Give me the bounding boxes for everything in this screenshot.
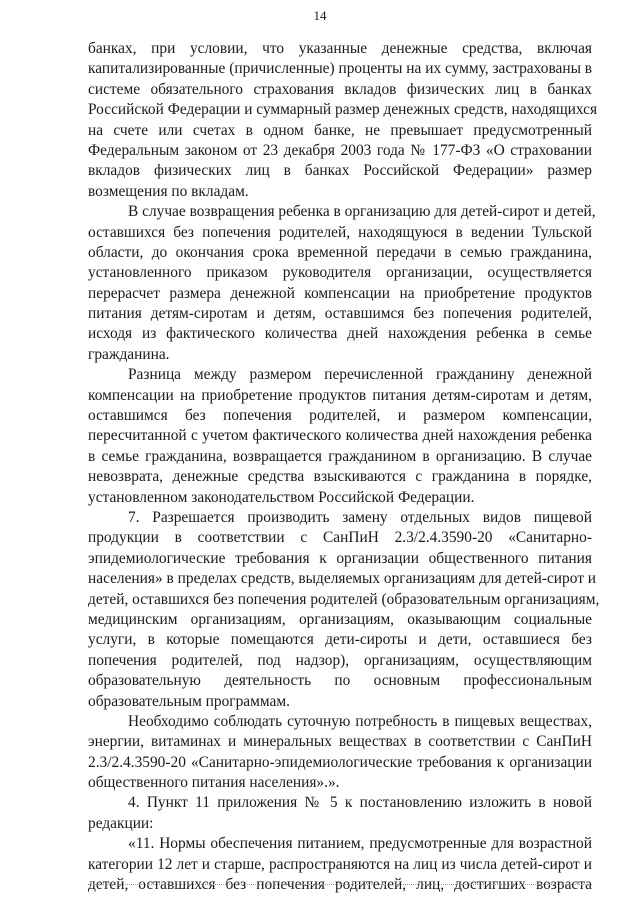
paragraph-start-line: 7. Разрешается производить замену отдельных видов пищевой [128,508,592,526]
page-number: 14 [313,8,327,23]
text-line: в семье гражданина, возвращается гражданином в организацию. В случае [88,447,592,465]
text-line: попечения родителей, под надзор), организациям, осуществляющим [88,651,592,669]
text-line: общественного питания населения».». [88,774,340,792]
text-line: энергии, витаминах и минеральных веществах в соответствии с СанПиН [88,733,592,751]
text-line: категории 12 лет и старше, распространяются на лиц из числа детей-сирот и [88,855,592,873]
text-line: капитализированные (причисленные) проценты на их сумму, застрахованы в [88,60,593,78]
text-line: возмещения по вкладам. [88,182,249,200]
paragraph-start-line: 4. Пункт 11 приложения № 5 к постановлению изложить в новой [128,794,592,812]
text-line: населения» в пределах средств, выделяемых организациям для детей-сирот и [88,570,597,588]
text-line: установленном законодательством Российской Федерации. [88,488,475,506]
document-body [88,39,600,895]
paragraph-start-line: Разница между размером перечисленной гражданину денежной [128,366,592,384]
text-line: редакции: [88,814,154,832]
text-line: образовательную деятельность по основным профессиональным [88,672,592,690]
text-line: системе обязательного страхования вкладов физических лиц в банках [88,80,592,98]
text-line: Федеральным законом от 23 декабря 2003 года № 177-ФЗ «О страховании [88,141,592,159]
text-line: компенсации на приобретение продуктов питания детям-сиротам и детям, [88,386,592,404]
text-line: 2.3/2.4.3590-20 «Санитарно-эпидемиологические требования к организации [88,753,592,771]
text-line: эпидемиологические требования к организации общественного питания [88,549,592,567]
text-line: перерасчет размера денежной компенсации на приобретение продуктов [88,284,592,302]
text-line: питания детям-сиротам и детям, оставшимся без попечения родителей, [88,305,592,323]
text-line: продукции в соответствии с СанПиН 2.3/2.4.3590-20 «Санитарно- [88,529,592,547]
paragraph-start-line: В случае возвращения ребенка в организацию для детей-сирот и детей, [128,203,596,221]
text-line: гражданина. [88,345,170,363]
text-line: детей, оставшихся без попечения родителей (образовательным организациям, [88,590,600,608]
text-line: области, до окончания срока временной передачи в семью гражданина, [88,243,592,261]
text-line: оставшимся без попечения родителей, и размером компенсации, [88,407,592,425]
text-line: детей, оставшихся без попечения родителей, лиц, достигших возраста [88,876,592,894]
scan-artifact-divider [88,884,592,886]
text-line: невозврата, денежные средства взыскиваются с гражданина в порядке, [88,468,592,486]
text-line: исходя из фактического количества дней нахождения ребенка в семье [88,325,592,343]
text-line: банках, при условии, что указанные денежные средства, включая [88,40,592,57]
text-line: вкладов физических лиц в банках Российской Федерации» размер [88,162,592,180]
text-line: образовательным программам. [88,692,290,710]
paragraph-start-line: «11. Нормы обеспечения питанием, предусмотренные для возрастной [128,835,592,853]
text-line: на счете или счетах в одном банке, не превышает предусмотренный [88,121,592,139]
paragraph-start-line: Необходимо соблюдать суточную потребность в пищевых веществах, [128,712,592,730]
text-line: услуги, в которые помещаются дети-сироты и дети, оставшиеся без [88,631,592,649]
text-line: оставшихся без попечения родителей, находящуюся в ведении Тульской [88,223,592,241]
text-line: установленного приказом руководителя организации, осуществляется [88,264,592,282]
text-line: пересчитанной с учетом фактического количества дней нахождения ребенка [88,427,592,445]
text-line: Российской Федерации и суммарный размер денежных средств, находящихся [88,101,598,119]
text-line: медицинским организациям, организациям, оказывающим социальные [88,610,592,628]
